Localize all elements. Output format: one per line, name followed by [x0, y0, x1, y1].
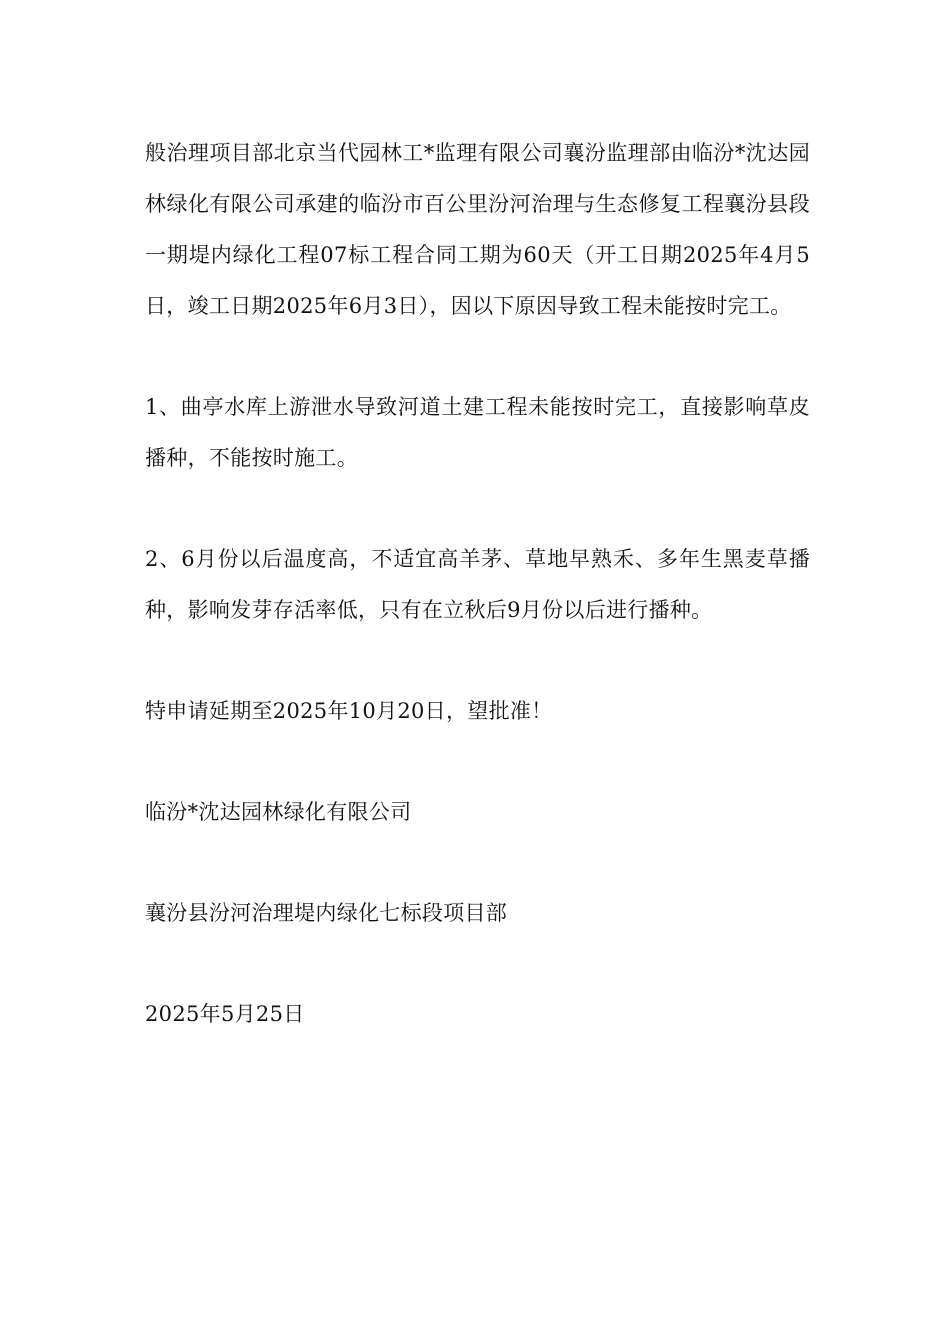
reason-2-paragraph: 2、6月份以后温度高，不适宜高羊茅、草地早熟禾、多年生黑麦草播种，影响发芽存活率低，只有在立秋后9月份以后进行播种。	[145, 547, 810, 622]
intro-paragraph: 般治理项目部北京当代园林工*监理有限公司襄汾监理部由临汾*沈达园林绿化有限公司承建的临汾市百公里汾河治理与生态修复工程襄汾县段一期堤内绿化工程07标工程合同工期为60天（开工日期2025年4月5日，竣工日期2025年6月3日），因以下原因导致工程未能按时完工。	[145, 141, 810, 318]
request-paragraph: 特申请延期至2025年10月20日，望批准！	[145, 699, 553, 723]
document-body	[145, 128, 810, 1040]
reason-1-paragraph: 1、曲亭水库上游泄水导致河道土建工程未能按时完工，直接影响草皮播种，不能按时施工。	[145, 395, 810, 470]
signature-department: 襄汾县汾河治理堤内绿化七标段项目部	[145, 901, 508, 925]
signature-company: 临汾*沈达园林绿化有限公司	[145, 800, 412, 824]
signature-date: 2025年5月25日	[145, 1002, 305, 1026]
